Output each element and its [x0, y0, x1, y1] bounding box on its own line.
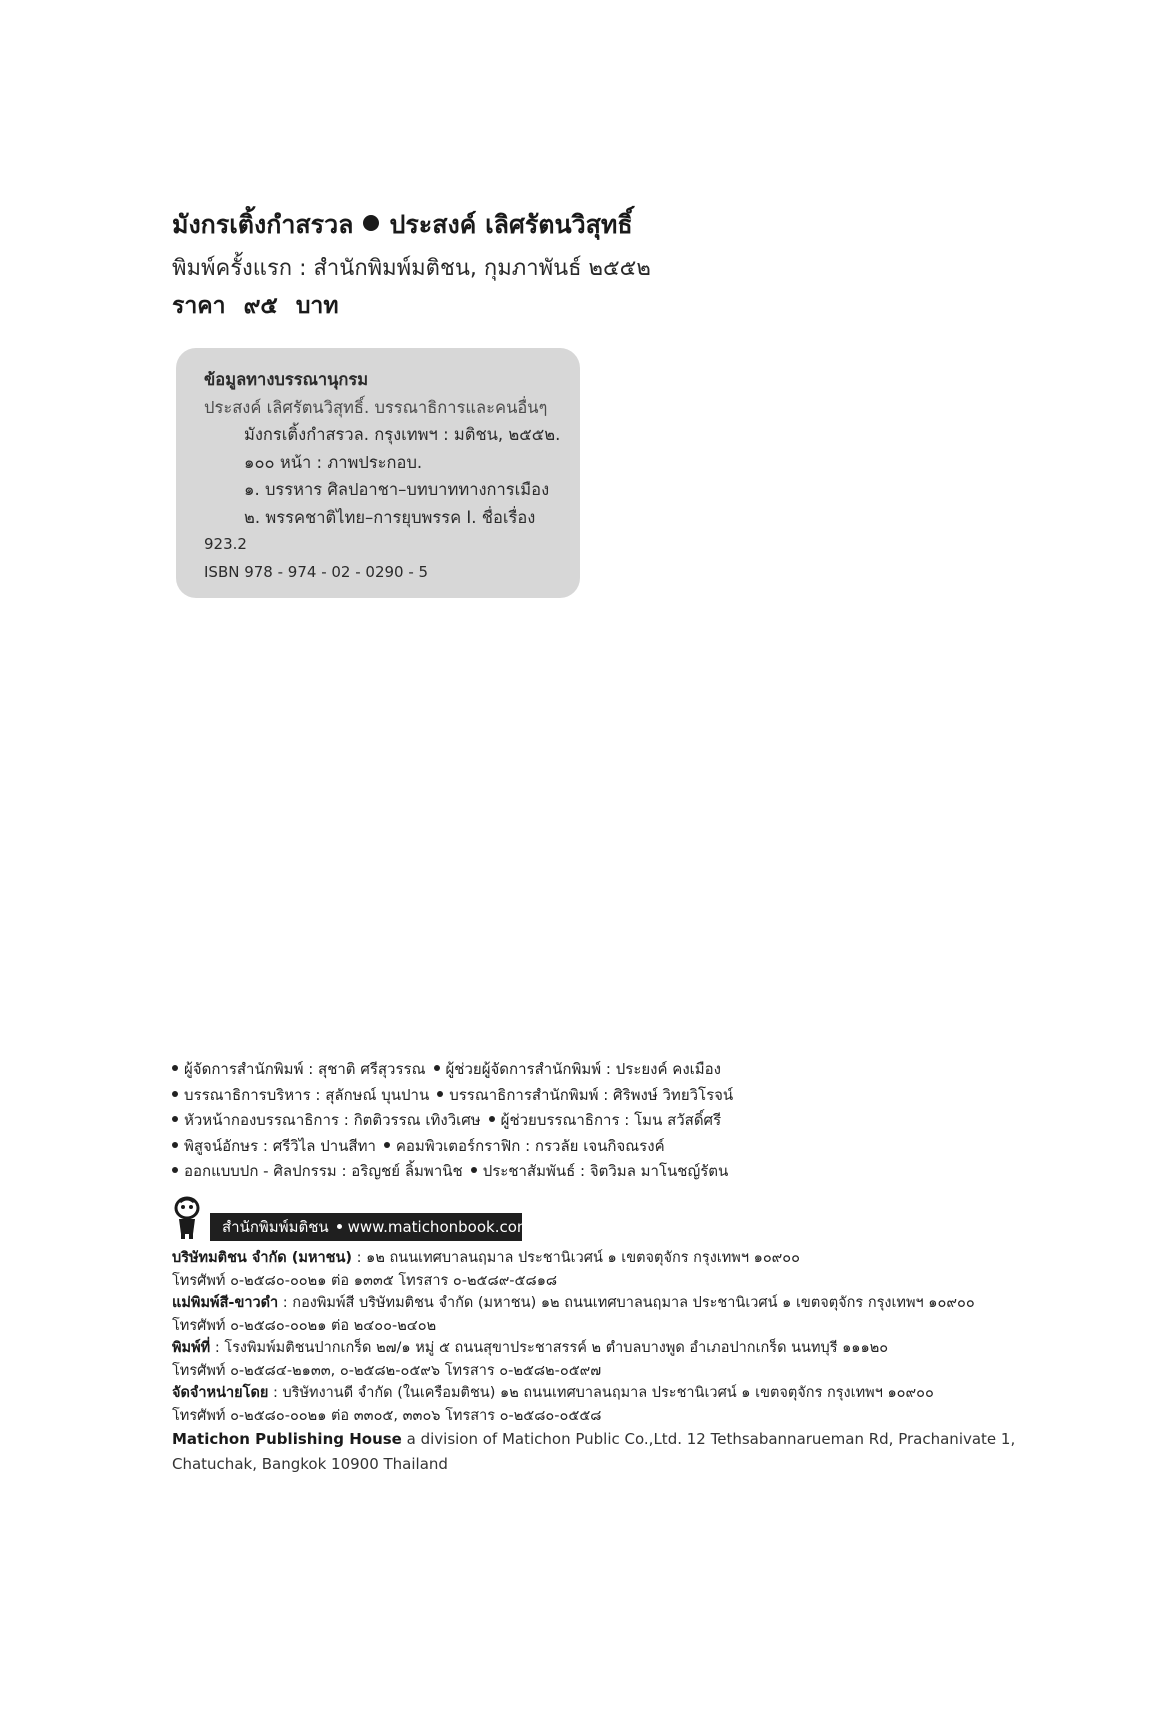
- bullet-icon: [363, 215, 379, 231]
- bullet-icon: [172, 1142, 178, 1148]
- english-imprint-line-1: [172, 1427, 1015, 1452]
- bullet-icon: [437, 1091, 443, 1097]
- address-text: โทรศัพท์ ๐-๒๕๘๐-๐๐๒๑ ต่อ ๒๔๐๐-๒๔๐๒: [172, 1317, 437, 1334]
- address-text: : กองพิมพ์สี บริษัทมติชน จำกัด (มหาชน) ๑๒ ถนนเทศบาลนฤมาล ประชานิเวศน์ ๑ เขตจตุจักร กรุงเทพฯ ๑๐๙๐๐: [278, 1295, 975, 1311]
- bullet-icon: [434, 1065, 440, 1071]
- address-label: พิมพ์ที่: [172, 1340, 211, 1356]
- catalog-isbn: ISBN 978 - 974 - 02 - 0290 - 5: [204, 562, 429, 581]
- staff-entry: พิสูจน์อักษร : ศรีวิไล ปานสีทา: [184, 1136, 376, 1155]
- english-address-part-1: a division of Matichon Public Co.,Ltd. 12 Tethsabannarueman Rd, Prachanivate 1,: [401, 1430, 1016, 1448]
- staff-entry: บรรณาธิการบริหาร : สุลักษณ์ บุนปาน: [184, 1085, 430, 1104]
- catalog-subject-1: ๑. บรรหาร ศิลปอาชา–บทบาททางการเมือง: [244, 480, 550, 499]
- staff-entry: ผู้จัดการสำนักพิมพ์ : สุชาติ ศรีสุวรรณ: [184, 1060, 426, 1078]
- publisher-name: สำนักพิมพ์มติชน: [222, 1218, 329, 1236]
- address-text: โทรศัพท์ ๐-๒๕๘๐-๐๐๒๑ ต่อ ๓๓๐๕, ๓๓๐๖ โทรสาร ๐-๒๕๘๐-๐๕๕๘: [172, 1407, 602, 1424]
- address-text: : ๑๒ ถนนเทศบาลนฤมาล ประชานิเวศน์ ๑ เขตจตุจักร กรุงเทพฯ ๑๐๙๐๐: [352, 1250, 800, 1266]
- staff-row: [172, 1083, 733, 1109]
- bullet-icon: [172, 1091, 178, 1097]
- book-title: มังกรเติ้งกำสรวล: [172, 210, 354, 239]
- address-label: จัดจำหน่ายโดย: [172, 1385, 269, 1401]
- catalog-publication: มังกรเติ้งกำสรวล. กรุงเทพฯ : มติชน, ๒๕๕๒.: [244, 425, 561, 444]
- price-line: ราคา ๙๕ บาท: [172, 293, 339, 319]
- bullet-icon: [172, 1167, 178, 1173]
- publisher-website: www.matichonbook.com: [347, 1218, 532, 1236]
- bullet-icon: [337, 1224, 342, 1229]
- address-line: [172, 1247, 1015, 1270]
- address-line: [172, 1360, 1015, 1383]
- staff-row: [172, 1159, 733, 1185]
- catalog-classification: 923.2: [204, 535, 247, 553]
- staff-row: [172, 1057, 733, 1083]
- author-name: ประสงค์ เลิศรัตนวิสุทธิ์: [389, 210, 633, 239]
- bullet-icon: [172, 1065, 178, 1071]
- staff-entry: ออกแบบปก - ศิลปกรรม : อริญชย์ ลิ้มพานิช: [184, 1162, 463, 1180]
- address-text: โทรศัพท์ ๐-๒๕๘๔-๒๑๓๓, ๐-๒๕๘๒-๐๕๙๖ โทรสาร ๐-๒๕๘๒-๐๕๙๗: [172, 1362, 602, 1379]
- cataloguing-box: [176, 348, 580, 598]
- book-title-line: [172, 205, 633, 245]
- catalog-pages: ๑๐๐ หน้า : ภาพประกอบ.: [244, 452, 423, 472]
- english-imprint-line-2: Chatuchak, Bangkok 10900 Thailand: [172, 1455, 448, 1473]
- address-text: โทรศัพท์ ๐-๒๕๘๐-๐๐๒๑ ต่อ ๑๓๓๕ โทรสาร ๐-๒๕๘๙-๕๘๑๘: [172, 1272, 558, 1289]
- staff-row: [172, 1108, 733, 1134]
- staff-entry: ผู้ช่วยบรรณาธิการ : โมน สวัสดิ์ศรี: [500, 1111, 722, 1129]
- staff-list: [172, 1057, 733, 1185]
- address-text: : บริษัทงานดี จำกัด (ในเครือมติชน) ๑๒ ถนนเทศบาลนฤมาล ประชานิเวศน์ ๑ เขตจตุจักร กรุงเทพฯ ๑๐๙๐๐: [268, 1385, 934, 1401]
- address-line: [172, 1315, 1015, 1338]
- bullet-icon: [489, 1116, 495, 1122]
- edition-line: พิมพ์ครั้งแรก : สำนักพิมพ์มติชน, กุมภาพันธ์ ๒๕๕๒: [172, 256, 651, 281]
- address-label: บริษัทมติชน จำกัด (มหาชน): [172, 1250, 353, 1266]
- staff-entry: ผู้ช่วยผู้จัดการสำนักพิมพ์ : ประยงค์ คงเมือง: [445, 1060, 722, 1078]
- bullet-icon: [384, 1142, 390, 1148]
- staff-entry: ประชาสัมพันธ์ : จิตวิมล มาโนชญ์รัตน: [482, 1162, 729, 1180]
- address-label: แม่พิมพ์สี-ขาวดำ: [172, 1295, 279, 1311]
- address-line: [172, 1270, 1015, 1293]
- publisher-banner: [210, 1213, 532, 1241]
- staff-entry: บรรณาธิการสำนักพิมพ์ : ศิริพงษ์ วิทยวิโรจน์: [449, 1085, 734, 1104]
- address-line: [172, 1405, 1015, 1428]
- staff-entry: คอมพิวเตอร์กราฟิก : กรวลัย เจนกิจณรงค์: [395, 1136, 665, 1155]
- staff-row: [172, 1134, 733, 1160]
- address-line: [172, 1337, 1015, 1360]
- address-text: : โรงพิมพ์มติชนปากเกร็ด ๒๗/๑ หมู่ ๕ ถนนสุขาประชาสรรค์ ๒ ตำบลบางพูด อำเภอปากเกร็ด นนทบุรี ๑๑๑๒๐: [210, 1340, 889, 1356]
- english-publisher-name: Matichon Publishing House: [172, 1430, 402, 1448]
- catalog-heading: ข้อมูลทางบรรณานุกรม: [204, 370, 369, 389]
- mascot-logo-icon: [174, 1196, 200, 1240]
- bullet-icon: [471, 1167, 477, 1173]
- staff-entry: หัวหน้ากองบรรณาธิการ : กิตติวรรณ เทิงวิเศษ: [184, 1111, 481, 1129]
- address-line: [172, 1292, 1015, 1315]
- address-block: [172, 1247, 1015, 1477]
- catalog-subject-2: ๒. พรรคชาติไทย–การยุบพรรค I. ชื่อเรื่อง: [244, 507, 536, 527]
- address-line: [172, 1382, 1015, 1405]
- bullet-icon: [172, 1116, 178, 1122]
- catalog-author: ประสงค์ เลิศรัตนวิสุทธิ์. บรรณาธิการและคนอื่นๆ: [204, 397, 548, 417]
